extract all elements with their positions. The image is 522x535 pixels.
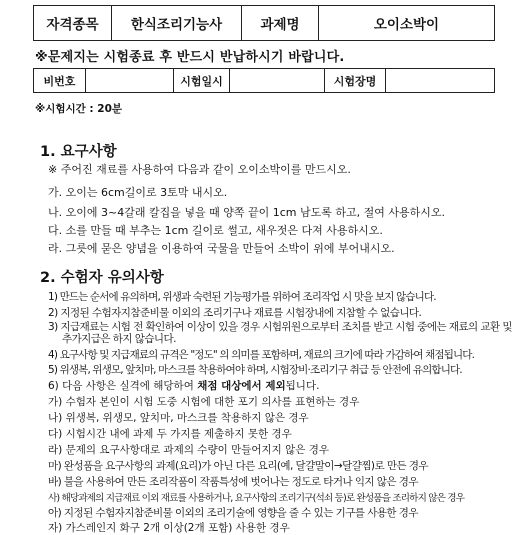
time-limit: ※시험시간 : 20분 [35, 103, 123, 115]
caution-item-6 [48, 378, 512, 393]
requirement-intro: ※ 주어진 재료를 사용하여 다음과 같이 오이소박이를 만드시오. [48, 163, 351, 176]
info-table [33, 68, 495, 93]
caution-6-suffix: 됩니다. [285, 380, 320, 392]
section-2-title: 2. 수험자 유의사항 [40, 270, 164, 286]
caution-item: 3) 지급재료는 시험 전 확인하여 이상이 있을 경우 시험위원으로부터 조치를 받고 시험 중에는 재료의 교환 및 추가지급은 하지 않습니다. [48, 321, 512, 345]
caution-item: 5) 위생복, 위생모, 앞치마, 마스크를 착용하여야 하며, 시험장비·조리기구 취급 등 안전에 유의합니다. [48, 364, 462, 376]
cert-label: 자격종목 [34, 6, 112, 41]
id-label: 비번호 [34, 69, 86, 93]
return-notice: ※문제지는 시험종료 후 반드시 반납하시기 바랍니다. [35, 50, 345, 65]
caution-item: 4) 요구사항 및 지급재료의 규격은 "정도" 의 의미를 포함하며, 재료의 크기에 따라 가감하여 채점됩니다. [48, 349, 475, 361]
venue-field[interactable] [386, 69, 495, 93]
disqualify-item: 자) 가스레인지 화구 2개 이상(2개 포함) 사용한 경우 [48, 522, 290, 534]
date-field[interactable] [230, 69, 325, 93]
disqualify-item: 가) 수험자 본인이 시험 도중 시험에 대한 포기 의사를 표현하는 경우 [48, 396, 360, 408]
requirement-item: 라. 그릇에 묻은 양념을 이용하여 국물을 만들어 소박이 위에 부어내시오. [48, 242, 395, 255]
caution-item: 2) 지정된 수험자지참준비물 이외의 조리기구나 재료를 시험장내에 지참할 수 없습니다. [48, 307, 422, 319]
disqualify-item: 라) 문제의 요구사항대로 과제의 수량이 만들어지지 않은 경우 [48, 444, 330, 456]
requirement-item: 가. 오이는 6cm길이로 3토막 내시오. [48, 186, 228, 199]
disqualify-item: 다) 시험시간 내에 과제 두 가지를 제출하지 못한 경우 [48, 428, 292, 440]
caution-6-prefix: 6) 다음 사항은 실격에 해당하여 [48, 380, 198, 392]
venue-label: 시험장명 [325, 69, 386, 93]
cert-value: 한식조리기능사 [112, 6, 242, 41]
caution-6-bold: 채점 대상에서 제외 [197, 380, 286, 392]
disqualify-item: 사) 해당과제의 지급재료 이외 재료를 사용하거나, 요구사항의 조리기구(석쇠 등)로 완성품을 조리하지 않은 경우 [48, 493, 465, 504]
requirement-item: 나. 오이에 3~4갈래 칼집을 넣을 때 양쪽 끝이 1cm 남도록 하고, 절여 사용하시오. [48, 206, 445, 219]
disqualify-item: 마) 완성품을 요구사항의 과제(요리)가 아닌 다른 요리(예, 달걀말이→달걀찜)로 만든 경우 [48, 460, 429, 472]
id-field[interactable] [86, 69, 174, 93]
disqualify-item: 아) 지정된 수험자지참준비물 이외의 조리기술에 영향을 줄 수 있는 기구를 사용한 경우 [48, 507, 418, 519]
disqualify-item: 바) 불을 사용하여 만든 조리작품이 작품특성에 벗어나는 정도로 타거나 익지 않은 경우 [48, 476, 418, 488]
disqualify-item: 나) 위생복, 위생모, 앞치마, 마스크를 착용하지 않은 경우 [48, 412, 309, 424]
section-1-title: 1. 요구사항 [40, 144, 117, 160]
title-table [33, 5, 495, 41]
caution-item: 1) 만드는 순서에 유의하며, 위생과 숙련된 기능평가를 위하여 조리작업 시 맛을 보지 않습니다. [48, 291, 436, 303]
task-label: 과제명 [242, 6, 319, 41]
date-label: 시험일시 [174, 69, 230, 93]
requirement-item: 다. 소를 만들 때 부추는 1cm 길이로 썰고, 새우젓은 다져 사용하시오. [48, 224, 383, 237]
task-value: 오이소박이 [319, 6, 495, 41]
